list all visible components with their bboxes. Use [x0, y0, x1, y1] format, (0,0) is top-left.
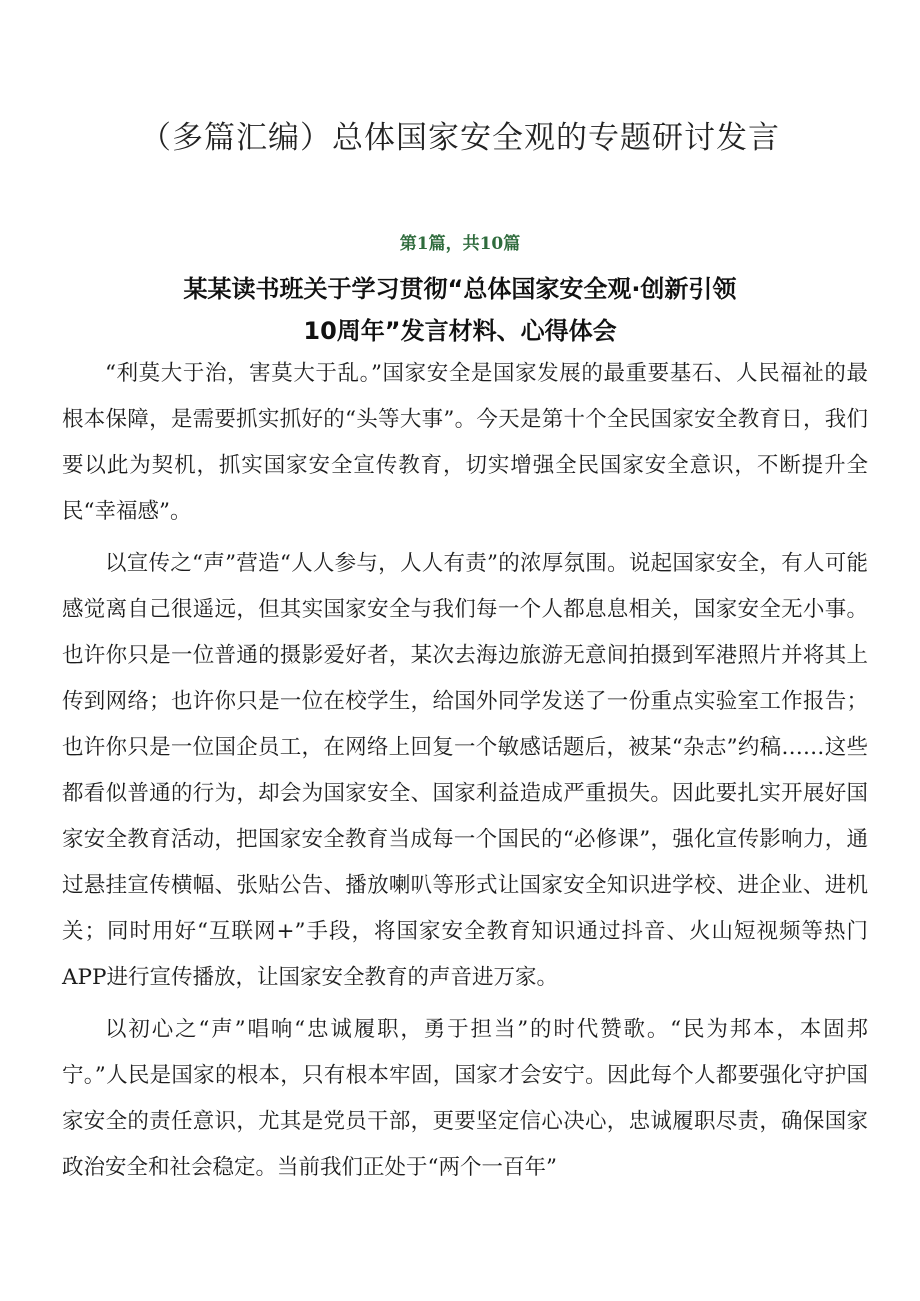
- article-title: [0, 268, 920, 352]
- article-body: [62, 351, 868, 1191]
- paragraph-2: 以宣传之“声”营造“人人参与，人人有责”的浓厚氛围。说起国家安全，有人可能感觉离自己很遥远，但其实国家安全与我们每一个人都息息相关，国家安全无小事。也许你只是一位普通的摄影爱好者，某次去海边旅游无意间拍摄到军港照片并将其上传到网络；也许你只是一位在校学生，给国外同学发送了一份重点实验室工作报告；也许你只是一位国企员工，在网络上回复一个敏感话题后，被某“杂志”约稿……这些都看似普通的行为，却会为国家安全、国家利益造成严重损失。因此要扎实开展好国家安全教育活动，把国家安全教育当成每一个国民的“必修课”，强化宣传影响力，通过悬挂宣传横幅、张贴公告、播放喇叭等形式让国家安全知识进学校、进企业、进机关；同时用好“互联网+”手段，将国家安全教育知识通过抖音、火山短视频等热门APP进行宣传播放，让国家安全教育的声音进万家。: [62, 551, 868, 990]
- document-title: （多篇汇编）总体国家安全观的专题研讨发言: [140, 120, 780, 156]
- article-title-line-2: 10周年”发言材料、心得体会: [303, 317, 617, 345]
- part-label: 第1篇，共10篇: [399, 234, 521, 254]
- paragraph-3: 以初心之“声”唱响“忠诚履职，勇于担当”的时代赞歌。“民为邦本，本固邦宁。”人民是国家的根本，只有根本牢固，国家才会安宁。因此每个人都要强化守护国家安全的责任意识，尤其是党员干部，更要坚定信心决心，忠诚履职尽责，确保国家政治安全和社会稳定。当前我们正处于“两个一百年”: [62, 1017, 868, 1180]
- paragraph-1: “利莫大于治，害莫大于乱。”国家安全是国家发展的最重要基石、人民福祉的最根本保障，是需要抓实抓好的“头等大事”。今天是第十个全民国家安全教育日，我们要以此为契机，抓实国家安全宣传教育，切实增强全民国家安全意识，不断提升全民“幸福感”。: [62, 361, 868, 524]
- article-title-line-1: 某某读书班关于学习贯彻“总体国家安全观·创新引领: [183, 275, 737, 303]
